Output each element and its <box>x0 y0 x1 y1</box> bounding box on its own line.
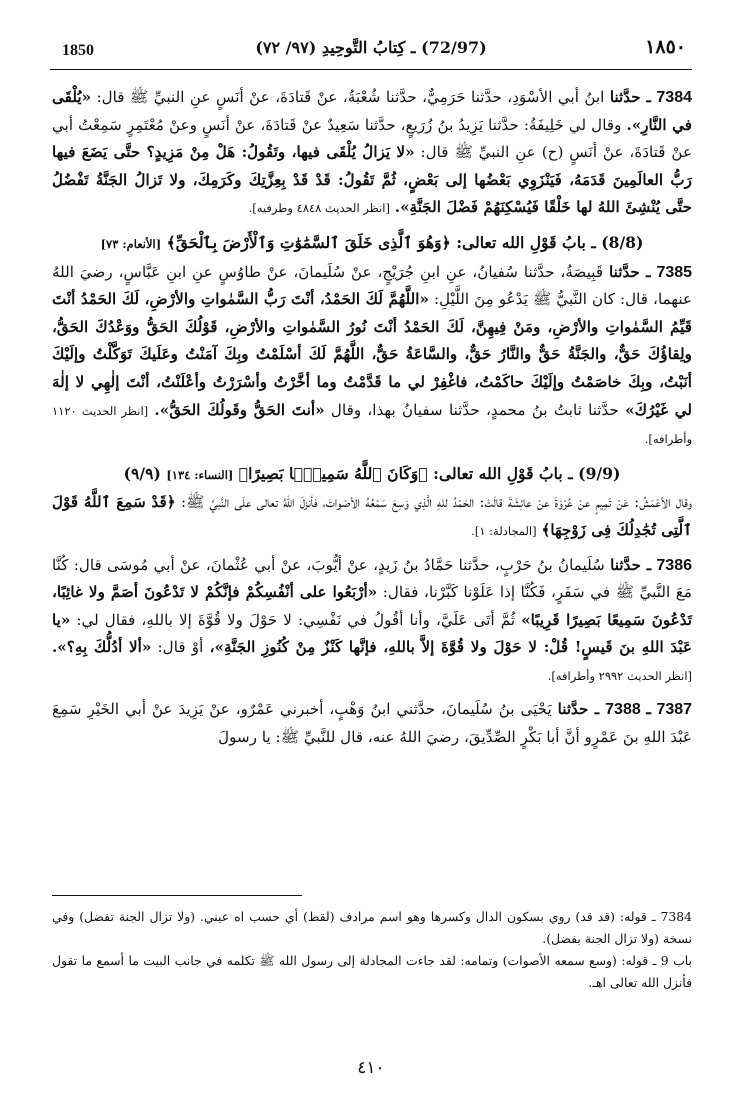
footnote-text: (وسع سمعه الأصوات) وتمامه: لقد جاءت المجادلة إلى رسول الله ﷺ تكلمه في جانب البيت ما أسمع ما تقول فأنزل الله تعالى اهـ. <box>52 953 692 990</box>
matn-quote: «ألا أدُلُّكَ بِهِ؟». <box>52 638 152 657</box>
footnote-rule <box>52 895 302 896</box>
hadith-lead: ـ حدَّثنا <box>557 700 600 719</box>
matn-quote: «لا يَزالُ يُلْقَى فيها، وتَقُولُ: هَلْ مِنْ مَزِيدٍ؟ حتَّى يَضَعَ فيها رَبُّ العالَمِينَ قَدَمَهُ، فَيَنْزَوِي بَعْضُها إلى بَعْضٍ، ثُمَّ تَقُولُ: قَدْ قَدْ بِعِزَّتِكَ وكَرَمِكَ، ولا تَزالُ الجَنَّةُ تَفْضُلُ حتَّى يُنْشِئَ اللهُ لها خَلْقًا فَيُسْكِنَهُمْ فَضْلَ الجَنَّةِ». <box>52 143 692 217</box>
page-number-footer: ٤١٠ <box>357 1058 385 1078</box>
isnad-text: قَبِيصَةُ، حدَّثنا سُفيانُ، عنِ ابنِ جُرَيْجٍ، عنْ سُلَيمانَ، عنْ طاوُسٍ عنِ ابنِ عَبَّاسٍ، رضيَ اللهُ عنهما، قال: كان النَّبيُّ ﷺ يَدْعُو مِنَ اللَّيْلِ: <box>52 262 693 309</box>
cross-reference: [انظر الحديث ٢٩٩٢ وأطرافه]. <box>547 668 692 683</box>
hadith-number: 7385 <box>656 263 693 281</box>
matn-quote: «أنتَ الحَقُّ وقَولُكَ الحَقُّ». <box>154 400 325 419</box>
footnote-text: (قد قد) روي بسكون الدال وكسرها وهو اسم مرادف (لقط) أي حسب اه عيني. (ولا تزال الجنة تفضل) وفي نسخة (ولا تزال الجنة بفضل). <box>52 909 692 946</box>
hadith-lead: ـ حدَّثنا <box>609 262 651 281</box>
footnote-bab-9 <box>52 950 692 994</box>
hadith-7387-7388 <box>52 696 692 751</box>
verse-reference: [المجادلة: ١]. <box>471 523 537 538</box>
running-header <box>50 34 692 64</box>
footnote-label: باب 9 ـ قوله: <box>621 953 692 968</box>
isnad-text: وقال لي خَلِيفَةُ: حدَّثنا يَزِيدُ بنُ زُرَيعٍ، حدَّثنا سَعِيدٌ عنْ قَتادَةَ، عنْ أنَسٍ وعنْ مُعْتَمِرٍ سَمِعْتُ أبي عنْ قَتادَةَ، عنْ أنَسٍ (ح) عنِ النبيِّ ﷺ قال: <box>52 115 693 162</box>
quran-verse: ﴿وَكَانَ ٱللَّهُ سَمِيعًۢا بَصِيرًا﴾ <box>238 463 428 483</box>
page-number-latin: 1850 <box>62 42 94 59</box>
narration-text: ثُمَّ أتَى عَلَيَّ، وأنا أقُولُ في نَفْسِي: لا حَوْلَ ولا قُوَّةَ إلا باللهِ، فقال لي: <box>76 610 516 629</box>
hadith-lead: ـ حدَّثنا <box>610 555 652 574</box>
matn-quote: «يُلْقَى في النَّارِ». <box>52 88 692 134</box>
header-rule <box>50 69 692 70</box>
footnotes <box>52 906 692 994</box>
chapter-label: (9/9) ـ بابُ قَوْلِ الله تعالى: <box>433 463 621 483</box>
cross-reference: [انظر الحديث ١١٢٠ وأطرافه]. <box>52 403 692 447</box>
matn-quote: «اللَّهُمَّ لَكَ الحَمْدُ، أنْتَ رَبُّ السَّمٰواتِ والأرْضِ، لَكَ الحَمْدُ أنْتَ قَيِّمُ السَّمٰواتِ والأرْضِ، ومَنْ فِيهِنَّ، لَكَ الحَمْدُ أنْتَ نُورُ السَّمٰواتِ والأرْضِ، قَوْلُكَ الحَقُّ ووَعْدُكَ الحَقُّ، ولِقاؤُكَ حَقٌّ، والجَنَّةُ حَقٌّ والنَّارُ حَقٌّ، والسَّاعَةُ حَقٌّ، اللَّهُمَّ لَكَ أسْلَمْتُ وبِكَ آمَنْتُ وعَلَيكَ تَوَكَّلْتُ وإلَيْكَ أنَبْتُ، وبِكَ خاصَمْتُ وإلَيْكَ حاكَمْتُ، فاغْفِرْ لي ما قَدَّمْتُ وما أخَّرْتُ وأسْرَرْتُ وأعْلَنْتُ، أنْتَ إلٰهِي لا إلٰهَ لي غَيْرُكَ» <box>52 290 693 419</box>
footnote-7384 <box>52 906 692 950</box>
narration-text: أوْ قال: <box>157 638 204 657</box>
isnad-text: سُلَيمانُ بنُ حَرْبٍ، حدَّثنا حَمَّادُ بنُ زَيدٍ، عنْ أيُّوبَ، عنْ أبي عُثْمانَ، عنْ أبي مُوسَى قال: كُنَّا مَعَ النَّبيِّ ﷺ في سَفَرٍ، فَكُنَّا إذا عَلَوْنا كَبَّرْنا، فقال: <box>52 555 692 602</box>
hadith-lead: ـ حدَّثنا <box>609 88 651 106</box>
matn-quote: «أرْبَعُوا على أنْفُسِكُمْ فإنَّكُمْ لا تَدْعُونَ أصَمَّ ولا غائِبًا، تَدْعُونَ سَمِيعًا بَصِيرًا قَرِيبًا» <box>52 583 693 629</box>
main-text <box>52 84 692 752</box>
chapter-heading-8 <box>52 229 692 259</box>
hadith-number: 7387 ـ 7388 <box>605 701 693 719</box>
verse-reference: [الأنعام: ٧٣] <box>100 236 162 251</box>
chapter-label-end: (٩/٩) <box>123 463 161 483</box>
footnote-label: 7384 ـ قوله: <box>619 909 692 924</box>
hadith-number: 7384 <box>656 89 692 106</box>
verse-reference: [النساء: ١٣٤] <box>166 467 234 482</box>
chapter-title: (72/97) ـ كِتابُ التَّوحِيدِ (٩٧/ ٧٢) <box>255 38 487 57</box>
chapter-9-intro <box>52 489 692 545</box>
hadith-number: 7386 <box>656 556 692 574</box>
isnad-text: يَحْيَى بنُ سُلَيمانَ، حدَّثني ابنُ وَهْبٍ، أخبرني عَمْرٌو، عنْ يَزِيدَ عنْ أبي الخَيْرِ سَمِعَ عَبْدَ اللهِ بنَ عَمْرٍو أنَّ أبا بَكْرٍ الصِّدِّيقَ، رضيَ اللهُ عنه، قال للنَّبيِّ ﷺ: يا رسولَ <box>52 700 692 747</box>
chapter-heading-9 <box>52 460 692 490</box>
matn-quote: «يا عَبْدَ اللهِ بنَ قَيسٍ! قُلْ: لا حَوْلَ ولا قُوَّةَ إلاَّ باللهِ، فإنَّها كَنْزٌ مِنْ كُنُوزِ الجَنَّةِ»، <box>52 610 693 657</box>
isnad-text: حدَّثنا ثابتُ بنُ محمدٍ، حدَّثنا سفيانُ بهذا، وقال <box>330 400 619 419</box>
cross-reference: [انظر الحديث ٤٨٤٨ وطرفيه]. <box>248 201 390 216</box>
hadith-7385 <box>52 259 692 454</box>
quran-verse: ﴿قَدْ سَمِعَ ٱللَّهُ قَوْلَ ٱلَّتِى تُجَٰدِلُكَ فِى زَوْجِهَا﴾ <box>52 493 692 539</box>
intro-text: وقال الأعْمَشُ: عَنْ تَمِيمٍ عنْ عُرْوَةَ عنْ عائِشَةَ قالَتْ: الحَمْدُ للهِ الَّذِي وَسِعَ سَمْعُهُ الأصْواتَ، فأنزلَ اللهُ تعالى علَى النَّبيِّ ﷺ: <box>180 493 693 512</box>
chapter-label: (8/8) ـ بابُ قَوْلِ الله تعالى: <box>456 232 644 252</box>
hadith-7386 <box>52 552 692 691</box>
hadith-7384 <box>52 84 692 223</box>
isnad-text: ابنُ أبي الأسْوَدِ، حدَّثنا حَرَمِيٌّ، حدَّثنا شُعْبَةُ، عنْ قَتادَةَ، عنْ أنَسٍ عنِ النبيِّ ﷺ قال: <box>96 88 605 106</box>
page-number-arabic: ١٨٥٠ <box>645 36 686 58</box>
quran-verse: ﴿وَهُوَ ٱلَّذِى خَلَقَ ٱلسَّمَٰوَٰتِ وَٱلْأَرْضَ بِٱلْحَقِّ﴾ <box>166 232 451 252</box>
